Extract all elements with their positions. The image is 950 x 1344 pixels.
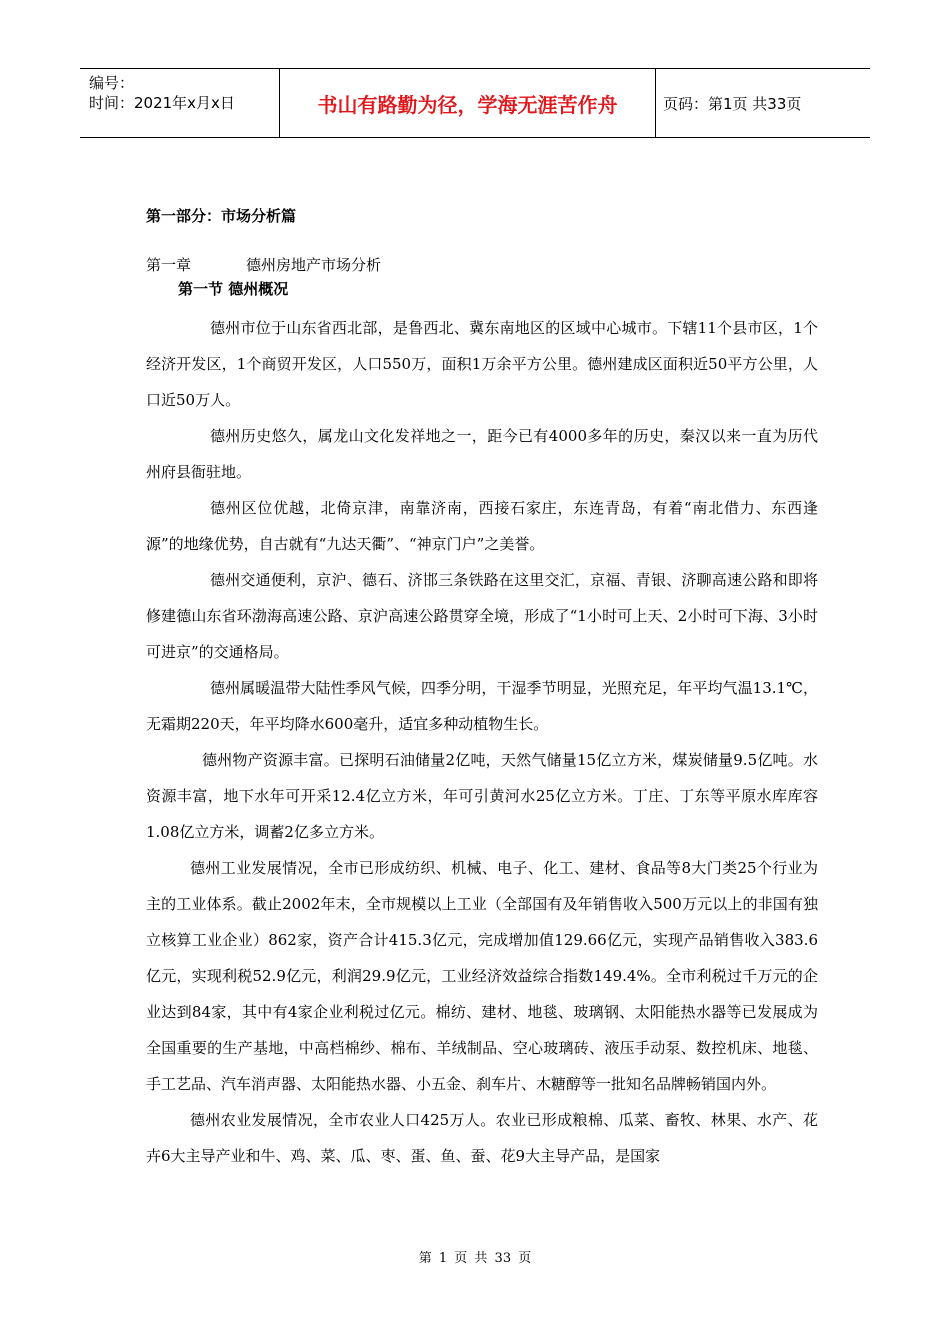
chapter-number: 第一章 [146,256,192,274]
paragraph: 德州农业发展情况，全市农业人口425万人。农业已形成粮棉、瓜菜、畜牧、林果、水产、花卉6大主导产业和牛、鸡、菜、瓜、枣、蛋、鱼、蚕、花9大主导产品，是国家 [146,1111,818,1165]
paragraph: 德州区位优越，北倚京津，南靠济南，西接石家庄，东连青岛，有着“南北借力、东西逢源”的地缘优势，自古就有“九达天衢”、“神京门户”之美誉。 [146,499,818,553]
page-footer: 第 1 页 共 33 页 [418,1251,532,1266]
page-header [80,68,870,138]
chapter-heading [146,254,381,275]
paragraph: 德州物产资源丰富。已探明石油储量2亿吨，天然气储量15亿立方米，煤炭储量9.5亿吨。水资源丰富，地下水年可开采12.4亿立方米，年可引黄河水25亿立方米。丁庄、丁东等平原水库库容1.08亿立方米，调蓄2亿多立方米。 [146,751,818,841]
body-text [146,310,818,1174]
section-title: 第一节 德州概况 [178,280,289,298]
paragraph: 德州历史悠久，属龙山文化发祥地之一，距今已有4000多年的历史，秦汉以来一直为历代州府县衙驻地。 [146,427,818,481]
chapter-title: 德州房地产市场分析 [246,256,382,274]
paragraph: 德州市位于山东省西北部，是鲁西北、冀东南地区的区域中心城市。下辖11个县市区，1个经济开发区，1个商贸开发区，人口550万，面积1万余平方公里。德州建成区面积近50平方公里，人口近50万人。 [146,319,818,409]
paragraph: 德州工业发展情况，全市已形成纺织、机械、电子、化工、建材、食品等8大门类25个行业为主的工业体系。截止2002年末，全市规模以上工业（全部国有及年销售收入500万元以上的非国有独立核算工业企业）862家，资产合计415.3亿元，完成增加值129.66亿元，实现产品销售收入383.6亿元，实现利税52.9亿元，利润29.9亿元，工业经济效益综合指数149.4%。全市利税过千万元的企业达到84家，其中有4家企业利税过亿元。棉纺、建材、地毯、玻璃钢、太阳能热水器等已发展成为全国重要的生产基地，中高档棉纱、棉布、羊绒制品、空心玻璃砖、液压手动泵、数控机床、地毯、手工艺品、汽车消声器、太阳能热水器、小五金、刹车片、木糖醇等一批知名品牌畅销国内外。 [146,859,818,1093]
header-page-info: 页码：第1页 共33页 [663,94,802,113]
paragraph: 德州属暖温带大陆性季风气候，四季分明，干湿季节明显，光照充足，年平均气温13.1℃，无霜期220天，年平均降水600毫升，适宜多种动植物生长。 [146,679,818,733]
header-motto: 书山有路勤为径，学海无涯苦作舟 [280,69,656,137]
part-title: 第一部分：市场分析篇 [146,207,297,225]
document-date: 时间：2021年x月x日 [89,94,235,112]
paragraph: 德州交通便利，京沪、德石、济邯三条铁路在这里交汇，京福、青银、济聊高速公路和即将修建德山东省环渤海高速公路、京沪高速公路贯穿全境，形成了“1小时可上天、2小时可下海、3小时可进京”的交通格局。 [146,571,818,661]
document-number: 编号： [89,74,135,92]
header-meta [80,69,280,137]
